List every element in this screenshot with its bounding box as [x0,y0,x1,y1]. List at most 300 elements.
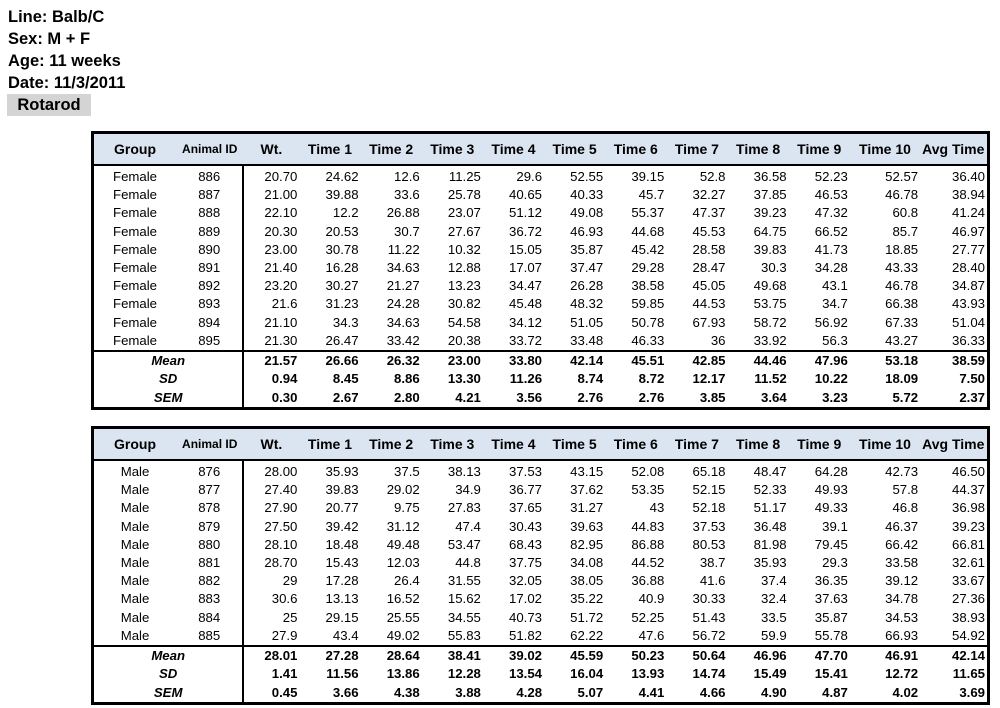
stat-value: 4.38 [394,684,420,700]
table-cell: 30.82 [447,296,481,312]
table-cell: 16.52 [386,591,420,607]
stat-value: 33.80 [483,351,544,370]
table-cell: 20.38 [447,332,481,348]
table-cell: 36.98 [951,500,985,516]
table-cell: 54.58 [447,314,481,330]
table-cell: 33.48 [570,332,604,348]
table-cell: 49.33 [814,500,848,516]
stat-value: 46.91 [850,646,920,665]
table-cell: 62.22 [570,627,604,643]
table-row [93,572,989,590]
table-cell: 67.33 [885,314,919,330]
table-cell: 23.20 [264,278,298,294]
table-cell: 36 [710,332,726,348]
table-cell: 66.81 [951,536,985,552]
table-cell: 34.63 [386,260,420,276]
table-cell: 37.53 [692,518,726,534]
table-cell: 37.85 [753,187,787,203]
table-cell: 52.8 [699,169,726,185]
table-cell: 39.1 [822,518,848,534]
column-header: Time 2 [361,133,422,166]
table-cell: 46.78 [885,187,919,203]
table-cell: 42.73 [885,464,919,480]
table-cell: 894 [176,314,243,332]
stat-value: 26.32 [361,351,422,370]
table-cell: 18.48 [325,536,359,552]
table-cell: 51.05 [570,314,604,330]
table-cell: 26.88 [386,205,420,221]
table-cell: 879 [176,518,243,536]
stat-value: 13.30 [447,371,481,387]
table-cell: 882 [176,572,243,590]
table-cell: 34.3 [332,314,359,330]
age-label: Age: 11 weeks [8,52,121,70]
table-cell: 34.55 [447,609,481,625]
stat-value: 3.56 [516,389,543,405]
stat-value: 13.54 [509,666,543,682]
column-header: Time 10 [850,133,920,166]
stat-value: 27.28 [299,646,360,665]
header-row [93,133,989,166]
stat-value: 15.49 [753,666,787,682]
table-cell: 39.23 [951,518,985,534]
table-cell: 885 [176,627,243,646]
table-cell: 29.6 [516,169,543,185]
column-header: Time 9 [789,133,850,166]
table-cell: 11.25 [448,169,481,185]
table-cell: 50.78 [631,314,665,330]
table-cell: 43.33 [885,260,919,276]
table-cell: 47.4 [455,518,481,534]
stat-value: 11.56 [326,666,359,682]
table-cell: Male [120,627,150,643]
table-cell: 28.10 [264,536,298,552]
table-cell: 64.75 [753,223,787,239]
table-cell: 51.12 [509,205,543,221]
table-cell: 45.53 [692,223,726,239]
table-cell: 53.47 [447,536,481,552]
table-cell: 880 [176,536,243,554]
table-cell: 21.27 [386,278,420,294]
table-cell: 49.48 [386,536,420,552]
table-cell: 44.53 [692,296,726,312]
table-cell: 20.77 [325,500,359,516]
table-cell: 13.23 [447,278,481,294]
column-header: Time 6 [605,428,666,461]
table-cell: 80.53 [692,536,726,552]
table-cell: 881 [176,554,243,572]
stat-value: 45.59 [544,646,605,665]
sex-label: Sex: M + F [8,30,91,48]
table-row [93,609,989,627]
table-cell: 888 [176,204,243,222]
table-cell: Female [113,205,158,221]
stat-value: 2.80 [394,389,420,405]
table-cell: 877 [176,481,243,499]
stat-value: 3.23 [822,389,848,405]
stat-value: 2.37 [959,389,985,405]
table-cell: 52.08 [631,464,665,480]
table-cell: 43.27 [885,332,919,348]
stat-value: 50.64 [666,646,727,665]
table-cell: 38.94 [951,187,985,203]
table-cell: 35.22 [570,591,604,607]
male-data-table [91,426,990,705]
table-cell: Male [120,609,150,625]
table-cell: 38.93 [951,609,985,625]
table-cell: 30.3 [760,260,787,276]
table-cell: 46.93 [570,223,604,239]
stat-value: 4.66 [699,684,726,700]
table-cell: 33.42 [386,332,420,348]
table-cell: 53.35 [631,482,665,498]
table-cell: 48.47 [753,464,787,480]
column-header: Animal ID [176,428,243,461]
column-header: Time 4 [483,133,544,166]
table-cell: Male [120,536,150,552]
table-cell: Female [113,223,158,239]
table-cell: Male [120,518,150,534]
stat-value: 2.76 [577,389,604,405]
table-cell: 36.33 [951,332,985,348]
stat-value: 4.28 [516,684,543,700]
table-cell: 32.4 [760,591,787,607]
metadata-block [8,6,125,94]
table-cell: 887 [176,186,243,204]
table-cell: 29.3 [822,555,848,571]
stats-row [93,351,989,370]
stat-value: 4.02 [892,684,919,700]
table-cell: 66.38 [885,296,919,312]
stat-value: 42.85 [666,351,727,370]
table-cell: 26.4 [394,573,420,589]
table-cell: 11.22 [387,241,420,257]
table-cell: 52.55 [570,169,604,185]
stat-value: 42.14 [920,646,988,665]
table-cell: 36.88 [631,573,665,589]
table-cell: 56.3 [822,332,848,348]
table-cell: 21.30 [264,332,298,348]
stat-label: Mean [93,351,244,370]
table-cell: 55.37 [631,205,665,221]
table-cell: 23.07 [447,205,481,221]
table-cell: 38.05 [570,573,604,589]
stats-row [93,370,989,388]
stat-value: 3.64 [760,389,787,405]
table-cell: 21.40 [264,260,298,276]
stats-row [93,684,989,704]
column-header: Time 10 [850,428,920,461]
table-cell: 28.47 [692,260,726,276]
table-cell: Female [113,260,158,276]
table-row [93,481,989,499]
table-cell: 44.52 [631,555,665,571]
stat-value: 0.94 [271,371,298,387]
table-cell: 884 [176,609,243,627]
table-row [93,332,989,351]
table-cell: 27.50 [264,518,298,534]
table-cell: 43.4 [332,627,359,643]
table-cell: 59.9 [760,627,787,643]
table-cell: 64.28 [814,464,848,480]
column-header: Group [93,428,177,461]
stat-value: 4.87 [822,684,848,700]
table-cell: 28.58 [692,241,726,257]
table-cell: 895 [176,332,243,351]
table-cell: 892 [176,277,243,295]
stat-value: 11.52 [754,371,787,387]
column-header: Time 8 [728,133,789,166]
table-cell: 85.7 [892,223,919,239]
table-cell: 18.85 [885,241,919,257]
table-cell: 29.15 [325,609,359,625]
table-cell: 57.8 [892,482,919,498]
table-row [93,186,989,204]
table-cell: Female [113,278,158,294]
table-row [93,627,989,646]
table-cell: 27.36 [951,591,985,607]
table-cell: 36.77 [509,482,543,498]
table-cell: 52.33 [753,482,787,498]
stat-label: SEM [93,684,244,704]
column-header: Avg Time [920,428,988,461]
table-row [93,165,989,186]
table-cell: 883 [176,590,243,608]
stat-value: 47.70 [789,646,850,665]
table-cell: 52.23 [814,169,848,185]
table-cell: Male [120,555,150,571]
stat-value: 47.96 [789,351,850,370]
stat-value: 0.30 [271,389,298,405]
table-cell: 15.05 [509,241,543,257]
table-cell: 27.40 [264,482,298,498]
table-cell: 33.72 [509,332,543,348]
stat-value: 46.96 [728,646,789,665]
table-cell: 29.28 [631,260,665,276]
stat-label: SD [93,370,244,388]
column-header: Time 1 [299,428,360,461]
stat-value: 18.09 [885,371,919,387]
table-cell: 66.93 [885,627,919,643]
table-cell: 82.95 [570,536,604,552]
table-cell: 25 [282,609,298,625]
table-cell: Female [113,187,158,203]
table-cell: 46.33 [631,332,665,348]
table-cell: 34.12 [509,314,543,330]
table-row [93,554,989,572]
stat-value: 23.00 [422,351,483,370]
column-header: Animal ID [176,133,243,166]
table-cell: 44.68 [631,223,665,239]
table-row [93,518,989,536]
column-header: Time 1 [299,133,360,166]
stat-value: 28.64 [361,646,422,665]
table-cell: 30.27 [325,278,359,294]
table-cell: 67.93 [692,314,726,330]
table-cell: 37.75 [509,555,543,571]
table-cell: 29 [282,573,298,589]
table-cell: 34.87 [951,278,985,294]
table-cell: 46.78 [885,278,919,294]
table-cell: 31.12 [386,518,420,534]
table-cell: 20.70 [264,169,298,185]
table-cell: Male [120,482,150,498]
table-row [93,590,989,608]
table-cell: Female [113,314,158,330]
stat-label: SEM [93,389,244,409]
table-cell: 52.18 [692,500,726,516]
table-cell: 49.02 [386,627,420,643]
table-cell: 46.8 [892,500,919,516]
female-data-table [91,131,990,410]
table-cell: 79.45 [814,536,848,552]
table-cell: 15.43 [325,555,359,571]
table-cell: 47.6 [638,627,665,643]
table-cell: 30.78 [325,241,359,257]
stat-value: 0.45 [271,684,298,700]
stat-value: 53.18 [850,351,920,370]
table-cell: 39.83 [753,241,787,257]
table-cell: 39.63 [570,518,604,534]
stat-value: 45.51 [605,351,666,370]
table-cell: 30.7 [394,223,420,239]
column-header: Wt. [243,133,299,166]
table-cell: 27.9 [271,627,298,643]
table-cell: 45.7 [638,187,665,203]
stat-value: 13.86 [386,666,420,682]
table-cell: 45.42 [631,241,665,257]
stat-value: 16.04 [570,666,604,682]
table-cell: 66.42 [885,536,919,552]
column-header: Time 3 [422,133,483,166]
table-cell: 30.43 [509,518,543,534]
table-cell: 26.28 [570,278,604,294]
column-header: Group [93,133,177,166]
table-cell: 39.83 [325,482,359,498]
table-cell: 34.78 [885,591,919,607]
column-header: Time 4 [483,428,544,461]
table-cell: 49.08 [570,205,604,221]
table-cell: 26.47 [325,332,359,348]
table-cell: 37.65 [509,500,543,516]
table-cell: Male [120,591,150,607]
table-cell: 889 [176,223,243,241]
table-cell: 12.2 [332,205,359,221]
table-cell: 34.9 [455,482,481,498]
table-cell: 33.58 [885,555,919,571]
table-row [93,499,989,517]
stat-value: 4.21 [455,389,481,405]
table-cell: 46.50 [951,464,985,480]
table-cell: 38.13 [447,464,481,480]
table-cell: 48.32 [570,296,604,312]
table-cell: 10.32 [447,241,481,257]
stat-value: 11.65 [952,666,985,682]
stats-row [93,646,989,665]
table-cell: 20.30 [264,223,298,239]
stat-value: 14.74 [692,666,726,682]
table-cell: 52.15 [692,482,726,498]
table-cell: 66.52 [814,223,848,239]
table-cell: 31.55 [447,573,481,589]
table-cell: 44.83 [631,518,665,534]
table-cell: 45.05 [692,278,726,294]
table-cell: 33.5 [760,609,787,625]
table-cell: 55.83 [447,627,481,643]
table-cell: 22.10 [264,205,298,221]
table-cell: 39.42 [325,518,359,534]
stat-value: 4.41 [638,684,665,700]
table-cell: 24.62 [325,169,359,185]
table-cell: 39.23 [753,205,787,221]
line-label: Line: Balb/C [8,8,105,26]
table-cell: 890 [176,241,243,259]
table-row [93,204,989,222]
table-cell: 12.6 [394,169,420,185]
stat-value: 15.41 [814,666,848,682]
table-cell: 59.85 [631,296,665,312]
column-header: Time 2 [361,428,422,461]
table-cell: Male [120,573,150,589]
table-row [93,223,989,241]
table-cell: 60.8 [892,205,919,221]
stat-value: 12.17 [692,371,726,387]
table-row [93,314,989,332]
stat-value: 42.14 [544,351,605,370]
stat-value: 8.45 [332,371,359,387]
column-header: Time 8 [728,428,789,461]
table-cell: 56.92 [814,314,848,330]
table-cell: 21.10 [264,314,298,330]
stat-value: 21.57 [243,351,299,370]
stat-value: 12.28 [447,666,481,682]
stat-value: 11.26 [509,371,543,387]
table-cell: 13.13 [325,591,359,607]
table-cell: 34.7 [822,296,848,312]
table-cell: 40.65 [509,187,543,203]
table-cell: 37.53 [509,464,543,480]
table-cell: 17.28 [325,573,359,589]
table-cell: 37.63 [814,591,848,607]
column-header: Time 3 [422,428,483,461]
table-cell: 34.63 [386,314,420,330]
stat-value: 2.76 [638,389,665,405]
table-cell: 21.00 [264,187,298,203]
table-cell: 52.25 [631,609,665,625]
table-row [93,536,989,554]
stat-value: 39.02 [483,646,544,665]
table-cell: 27.90 [264,500,298,516]
table-cell: 53.75 [753,296,787,312]
table-cell: 43.1 [822,278,848,294]
table-cell: 44.37 [951,482,985,498]
header-row [93,428,989,461]
column-header: Avg Time [920,133,988,166]
table-cell: 36.40 [951,169,985,185]
table-cell: 68.43 [509,536,543,552]
table-cell: 81.98 [753,536,787,552]
table-cell: 35.87 [570,241,604,257]
table-cell: 35.93 [753,555,787,571]
table-cell: 29.02 [386,482,420,498]
table-cell: Female [113,332,158,348]
stat-value: 13.93 [631,666,665,682]
table-cell: 34.47 [509,278,543,294]
column-header: Time 5 [544,428,605,461]
table-cell: 9.75 [394,500,420,516]
table-cell: 878 [176,499,243,517]
table-cell: Female [113,241,158,257]
